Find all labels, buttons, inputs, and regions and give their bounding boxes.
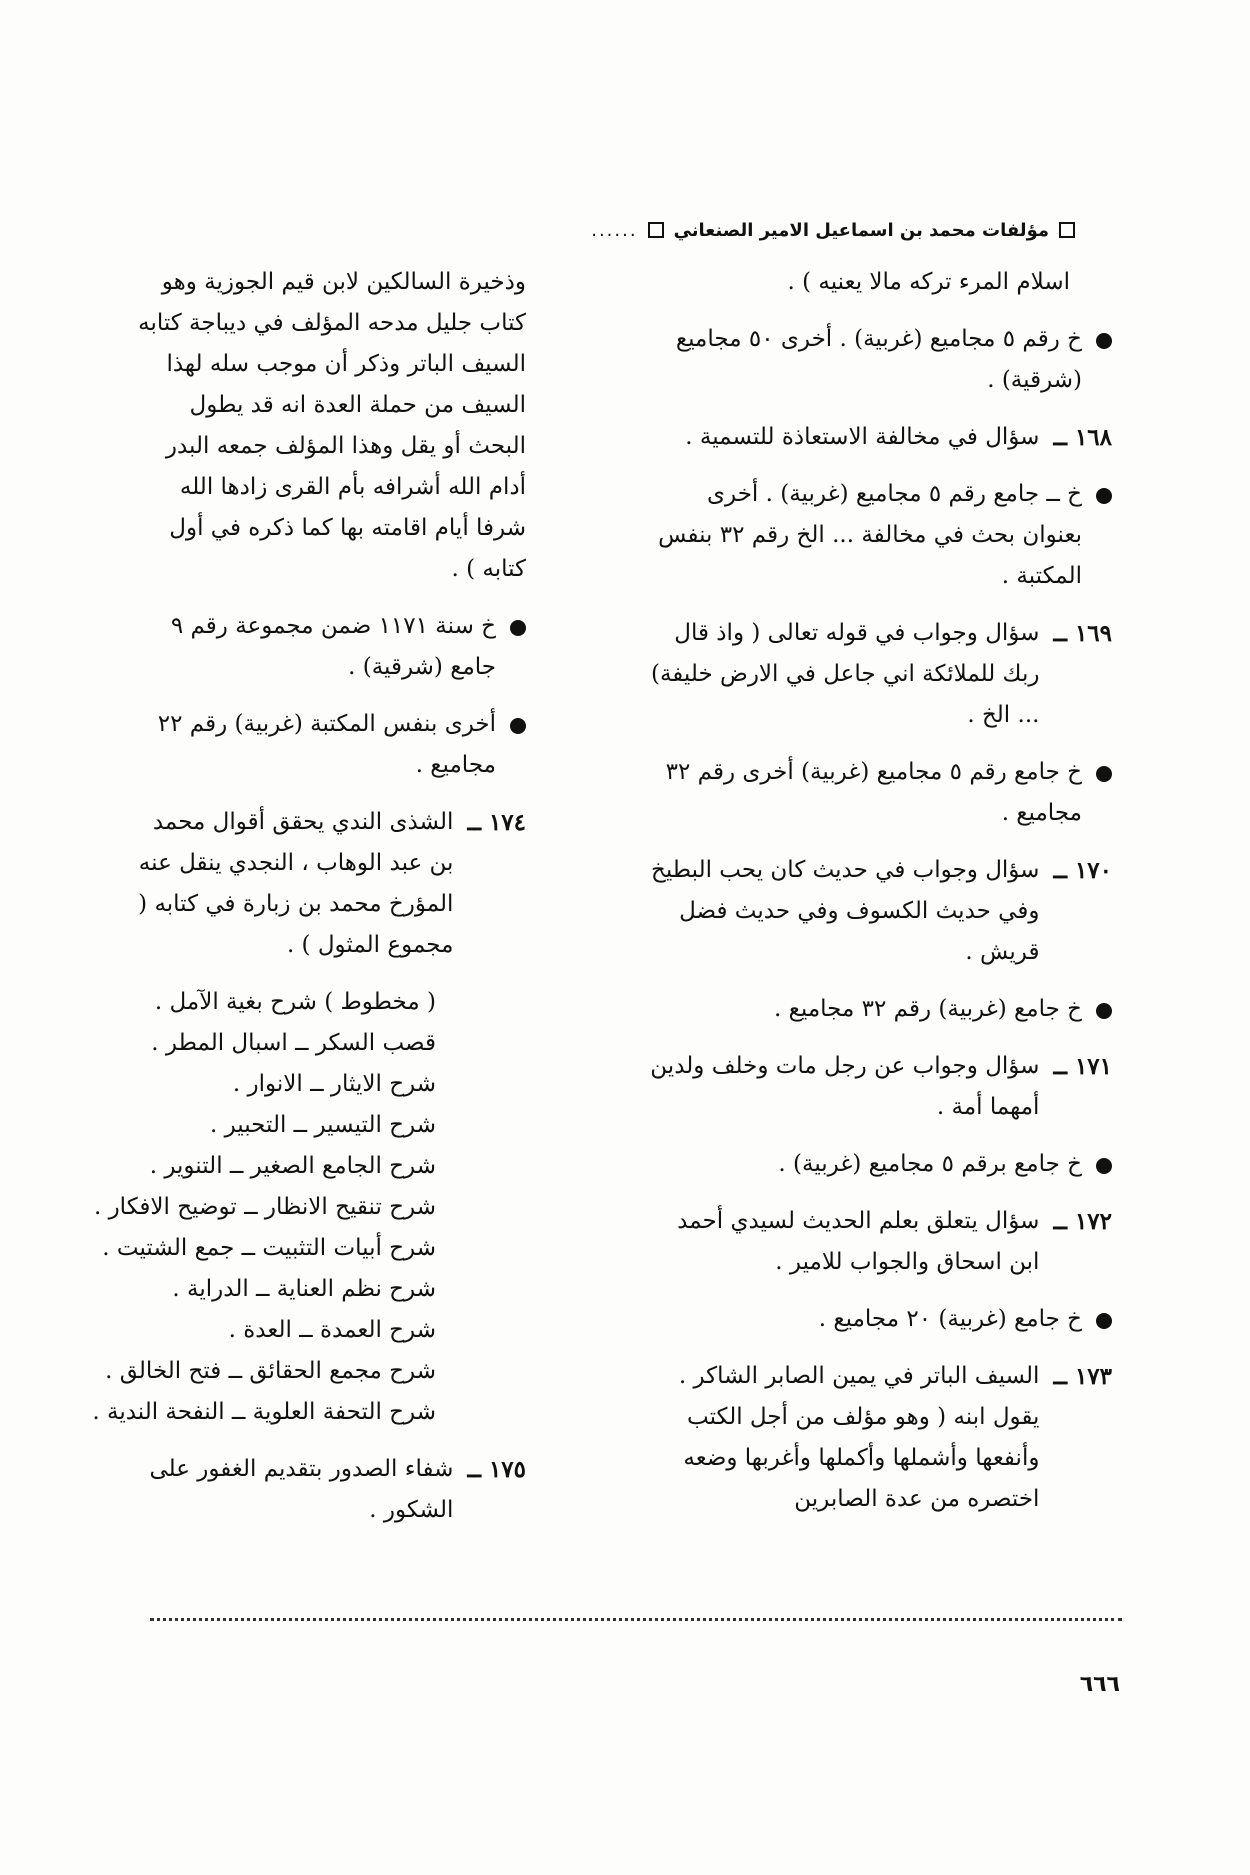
entry-text: سؤال وجواب في قوله تعالى ( واذ قال ربك للملائكة اني جاعل في الارض خليفة) ... الخ . (650, 620, 1040, 728)
running-header (591, 212, 1075, 248)
sublist-item: قصب السكر ــ اسبال المطر . (151, 1030, 436, 1056)
footer-dotted-rule (150, 1618, 1122, 1621)
manuscript-note: خ رقم ٥ مجاميع (غربية) . أخرى ٥٠ مجاميع (شرقية) . (646, 319, 1112, 401)
manuscript-note: خ جامع (غربية) ٢٠ مجاميع . (646, 1299, 1112, 1340)
sublist-item: شرح العمدة ــ العدة . (228, 1317, 436, 1343)
entry-text: سؤال وجواب في حديث كان يحب البطيخ وفي حديث الكسوف وفي حديث فضل قريش . (650, 857, 1040, 965)
right-column (646, 262, 1112, 1536)
catalog-entry (646, 1356, 1112, 1520)
entry-number: ١٧١ ــ (1053, 1053, 1112, 1080)
sublist-item: شرح تنقيح الانظار ــ توضيح الافكار . (93, 1194, 436, 1220)
works-sublist (92, 982, 526, 1433)
catalog-entry (646, 1046, 1112, 1128)
catalog-entry (646, 850, 1112, 973)
entry-text: سؤال وجواب عن رجل مات وخلف ولدين أمهما أمة . (650, 1053, 1040, 1120)
entry-number: ١٦٨ ــ (1053, 424, 1112, 451)
entry-text: شفاء الصدور بتقديم الغفور على الشكور . (149, 1456, 454, 1523)
entry-text: السيف الباتر في يمين الصابر الشاكر . يقول ابنه ( وهو مؤلف من أجل الكتب وأنفعها وأشملها وأكملها وأغربها وضعه اختصره من عدة الصابرين (678, 1363, 1040, 1512)
header-trail: ...... (591, 219, 638, 241)
catalog-entry (646, 1201, 1112, 1283)
sublist-item: شرح الجامع الصغير ــ التنوير . (149, 1153, 436, 1179)
sublist-item: شرح الايثار ــ الانوار . (232, 1071, 436, 1097)
sublist-item: شرح أبيات التثبيت ــ جمع الشتيت . (102, 1235, 436, 1261)
entry-text: سؤال يتعلق بعلم الحديث لسيدي أحمد ابن اسحاق والجواب للامير . (677, 1208, 1040, 1275)
entry-number: ١٧٠ ــ (1053, 857, 1112, 884)
sublist-item: شرح التحفة العلوية ــ النفحة الندية . (92, 1399, 436, 1425)
body-text: اسلام المرء تركه مالا يعنيه ) . (787, 269, 1070, 295)
manuscript-note: أخرى بنفس المكتبة (غربية) رقم ٢٢ مجاميع . (126, 704, 526, 786)
sublist-item: شرح مجمع الحقائق ــ فتح الخالق . (105, 1358, 436, 1384)
left-column-entries (126, 262, 526, 966)
header-title: مؤلفات محمد بن اسماعيل الامير الصنعاني (673, 219, 1049, 241)
catalog-entry-175 (126, 1449, 526, 1531)
entry-number: ١٦٩ ــ (1053, 620, 1112, 647)
manuscript-note: خ جامع (غربية) رقم ٣٢ مجاميع . (646, 989, 1112, 1030)
sublist-item: شرح نظم العناية ــ الدراية . (172, 1276, 436, 1302)
left-column (92, 262, 526, 1547)
manuscript-note: خ جامع رقم ٥ مجاميع (غربية) أخرى رقم ٣٢ مجاميع . (646, 752, 1112, 834)
entry-number: ١٧٢ ــ (1053, 1208, 1112, 1235)
manuscript-note: خ جامع برقم ٥ مجاميع (غربية) . (646, 1144, 1112, 1185)
sublist-item: ( مخطوط ) شرح بغية الآمل . (154, 989, 436, 1015)
sublist-item: شرح التيسير ــ التحبير . (209, 1112, 436, 1138)
entry-number: ١٧٣ ــ (1053, 1363, 1112, 1390)
entry-text: الشذى الندي يحقق أقوال محمد بن عبد الوهاب ، النجدي ينقل عنه المؤرخ محمد بن زبارة في كتابه ( مجموع المثول ) . (138, 809, 454, 958)
entry-number: ١٧٥ ــ (467, 1456, 526, 1483)
catalog-entry (646, 613, 1112, 736)
manuscript-note: خ ــ جامع رقم ٥ مجاميع (غربية) . أخرى بعنوان بحث في مخالفة ... الخ رقم ٣٢ بنفس المكتبة . (646, 474, 1112, 597)
catalog-entry (126, 802, 526, 966)
entry-number: ١٧٤ ــ (467, 809, 526, 836)
header-box-icon (1059, 222, 1075, 238)
header-box-icon (648, 222, 664, 238)
entry-text: سؤال في مخالفة الاستعاذة للتسمية . (685, 424, 1040, 450)
manuscript-note: خ سنة ١١٧١ ضمن مجموعة رقم ٩ جامع (شرقية) . (126, 606, 526, 688)
page-number: ٦٦٦ (1079, 1672, 1120, 1697)
catalog-entry (646, 417, 1112, 458)
body-text: وذخيرة السالكين لابن قيم الجوزية وهو كتاب جليل مدحه المؤلف في ديباجة كتابه السيف الباتر وذكر أن موجب سله لهذا السيف من حملة العدة انه قد يطول البحث أو يقل وهذا المؤلف جمعه البدر أدام الله أشرافه بأم القرى زادها الله شرفا أيام اقامته بها كما ذكره في أول كتابه ) . (138, 269, 526, 582)
